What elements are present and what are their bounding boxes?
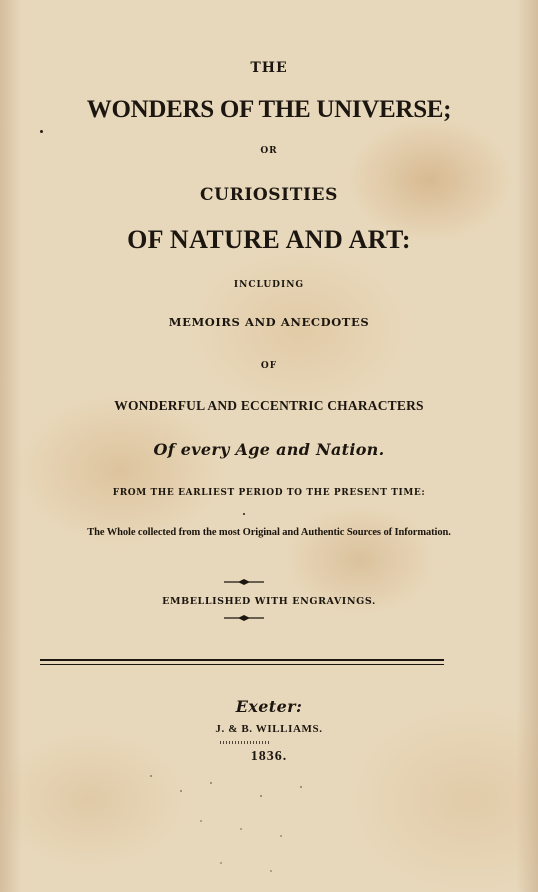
text-of: OF [260, 361, 278, 371]
text-including: INCLUDING [233, 280, 305, 290]
ornament-divider-icon [224, 578, 264, 586]
speck [243, 513, 245, 515]
speck [180, 790, 182, 792]
double-rule-top [40, 659, 444, 661]
speck [240, 828, 242, 830]
text-characters: WONDERFUL AND ECCENTRIC CHARACTERS [114, 398, 424, 413]
title-the: THE [250, 60, 288, 76]
dotted-rule [220, 741, 270, 744]
ornament-divider-icon [224, 614, 264, 622]
speck [260, 795, 262, 797]
speck [220, 862, 222, 864]
text-collected: The Whole collected from the most Original and Authentic Sources of Information. [87, 527, 451, 538]
main-title: WONDERS OF THE UNIVERSE; [86, 96, 452, 123]
speck [40, 130, 43, 133]
speck [150, 775, 152, 777]
title-or: OR [260, 146, 278, 156]
text-memoirs: MEMOIRS AND ANECDOTES [168, 315, 370, 329]
text-period: FROM THE EARLIEST PERIOD TO THE PRESENT TIME: [112, 488, 426, 498]
imprint-publisher: J. & B. WILLIAMS. [215, 723, 323, 735]
speck [210, 782, 212, 784]
speck [280, 835, 282, 837]
text-every-age: Of every Age and Nation. [153, 440, 385, 459]
double-rule-bottom [40, 664, 444, 665]
subtitle-nature-art: OF NATURE AND ART: [127, 225, 411, 254]
imprint-place: Exeter: [235, 697, 303, 716]
speck [270, 870, 272, 872]
text-embellished: EMBELLISHED WITH ENGRAVINGS. [162, 596, 376, 607]
speck [300, 786, 302, 788]
speck [200, 820, 202, 822]
subtitle-curiosities: CURIOSITIES [200, 185, 338, 205]
imprint-year: 1836. [250, 749, 288, 764]
